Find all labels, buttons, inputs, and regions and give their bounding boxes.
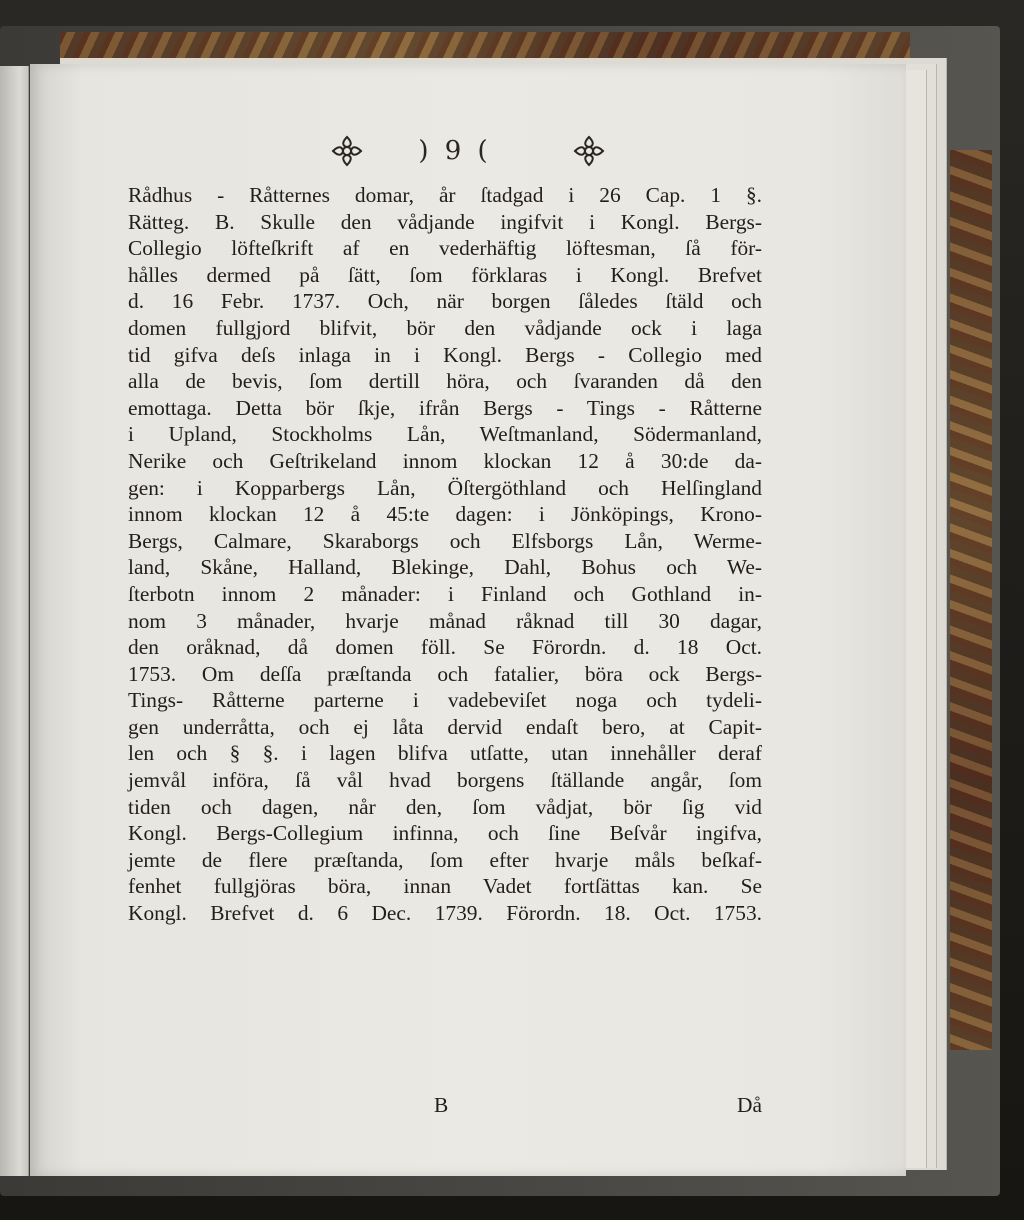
fleuron-icon [572,134,606,168]
text-line: Rätteg. B. Skulle den vådjande ingifvit i Kongl. Bergs- [128,209,762,234]
text-line: innom klockan 12 å 45:te dagen: i Jönköpings, Krono- [128,502,762,527]
text-line: Kongl. Bergs-Collegium infinna, och ſine Beſvår ingifva, [128,821,762,846]
text-line: Rådhus - Råtternes domar, år ſtadgad i 26 Cap. 1 §. [128,183,762,207]
text-line: 1753. Om deſſa præſtanda och fatalier, böra ock Bergs- [128,661,762,686]
text-line: jemvål införa, ſå vål hvad borgens ſtällande angår, ſom [128,768,762,793]
text-line: domen fullgjord blifvit, bör den vådjande ock i laga [128,315,762,340]
text-line: gen underråtta, och ej låta dervid endaſt bero, at Capit- [128,714,762,739]
text-line: Nerike och Geſtrikeland innom klockan 12 å 30:de da- [128,448,762,473]
text-line: nom 3 månader, hvarje månad råknad till 30 dagar, [128,608,762,633]
text-line: gen: i Kopparbergs Lån, Öſtergöthland och Helſingland [128,475,762,500]
text-line: Collegio löfteſkrift af en vederhäftig löftesman, ſå för- [128,236,762,261]
text-line: Kongl. Brefvet d. 6 Dec. 1739. Förordn. 18. Oct. 1753. [128,901,762,926]
text-line: land, Skåne, Halland, Blekinge, Dahl, Bohus och We- [128,555,762,580]
text-line: Tings- Råtterne parterne i vadebeviſet noga och tydeli- [128,688,762,713]
catchword: Då [737,1093,762,1117]
text-line: ſterbotn innom 2 månader: i Finland och Gothland in- [128,581,762,606]
text-line: emottaga. Detta bör ſkje, ifrån Bergs - Tings - Råtterne [128,395,762,420]
page-footer [128,1093,762,1119]
text-line: alla de bevis, ſom dertill höra, och ſvaranden då den [128,369,762,394]
fleuron-icon [330,134,364,168]
marbled-endpaper-right [950,150,992,1050]
text-line: tiden och dagen, når den, ſom vådjat, bör ſig vid [128,794,762,819]
page-header [330,134,620,174]
text-line: hålles dermed på ſätt, ſom förklaras i Kongl. Brefvet [128,262,762,287]
page-number: ) 9 ( [418,136,492,166]
signature-mark: B [434,1093,449,1117]
text-line: den oråknad, då domen föll. Se Förordn. d. 18 Oct. [128,635,762,660]
text-line: jemte de flere præſtanda, ſom efter hvarje måls beſkaf- [128,847,762,872]
text-line: Bergs, Calmare, Skaraborgs och Elfsborgs Lån, Werme- [128,528,762,553]
book-page [30,64,906,1176]
text-line: d. 16 Febr. 1737. Och, när borgen ſåledes ſtäld och [128,289,762,314]
text-line: tid gifva deſs inlaga in i Kongl. Bergs - Collegio med [128,342,762,367]
text-line: len och § §. i lagen blifva utſatte, utan innehåller deraf [128,741,762,766]
text-line: fenhet fullgjöras böra, innan Vadet fortſättas kan. Se [128,874,762,899]
body-text [128,182,762,927]
facing-page [0,66,29,1176]
text-line: i Upland, Stockholms Lån, Weſtmanland, Södermanland, [128,422,762,447]
